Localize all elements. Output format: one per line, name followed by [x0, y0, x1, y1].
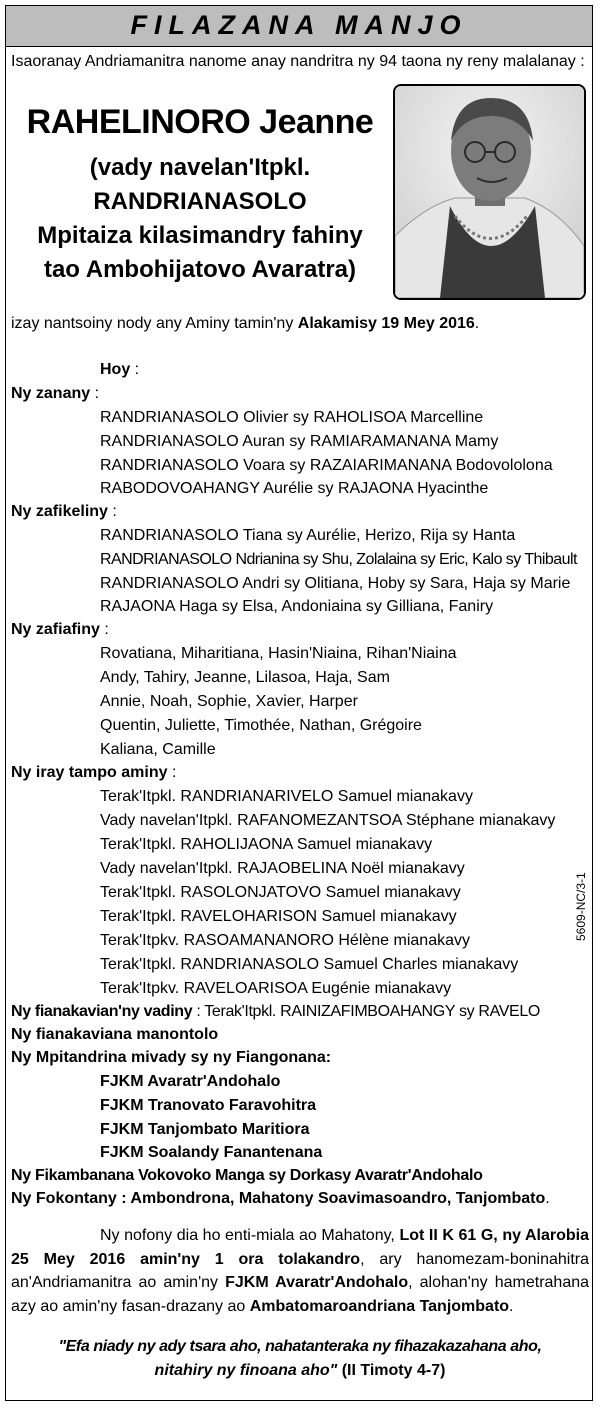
sibling-item: Vady navelan'Itpkl. RAFANOMEZANTSOA Stéphane mianakavy	[100, 812, 556, 829]
quote-line-1: "Efa niady ny ady tsara aho, nahatanteraka ny fihazakazahana aho,	[58, 1338, 542, 1355]
sibling-item: Terak'Itpkv. RAVELOARISOA Eugénie mianakavy	[100, 980, 452, 997]
sibling-item: Terak'Itpkl. RAHOLIJAONA Samuel mianakavy	[100, 836, 433, 853]
children-heading: Ny zanany :	[11, 385, 100, 402]
intro-text: Isaoranay Andriamanitra nanome anay nandritra ny 94 taona ny reny malalanay :	[11, 53, 585, 70]
siblings-heading: Ny iray tampo aminy :	[11, 764, 177, 781]
sibling-item: Terak'Itpkl. RASOLONJATOVO Samuel mianakavy	[100, 884, 461, 901]
fokontany-line: Ny Fokontany : Ambondrona, Mahatony Soavimasoandro, Tanjombato.	[11, 1190, 550, 1207]
grandchild-item: RANDRIANASOLO Ndrianina sy Shu, Zolalaina sy Eric, Kalo sy Thibault	[100, 551, 577, 568]
sibling-item: Vady navelan'Itpkl. RAJAOBELINA Noël mianakavy	[100, 860, 465, 877]
quote-line-2: nitahiry ny finoana aho" (II Timoty 4-7)	[154, 1362, 446, 1379]
portrait-image	[395, 86, 584, 298]
funeral-paragraph: Ny nofony dia ho enti-miala ao Mahatony, Lot II K 61 G, ny Alarobia 25 Mey 2016 amin'ny 1 ora tolakandro, ary hanomezam-boninahitra an'Andriamanitra ao amin'ny FJKM Avaratr'Andohalo, alohan'ny hametrahana azy ao amin'ny fasan-drazany ao Ambatomaroandriana Tanjombato.	[11, 1227, 590, 1315]
sibling-item: Terak'Itpkv. RASOAMANANORO Hélène mianakavy	[100, 932, 470, 949]
whole-family-line: Ny fianakaviana manontolo	[11, 1026, 219, 1043]
ad-code: 5609-NC/3-1	[574, 872, 588, 941]
great-grandchild-item: Andy, Tahiry, Jeanne, Lilasoa, Haja, Sam	[100, 669, 390, 686]
deceased-line-2: RANDRIANASOLO	[93, 188, 307, 215]
child-item: RANDRIANASOLO Voara sy RAZAIARIMANANA Bodovololona	[100, 457, 553, 474]
association-line: Ny Fikambanana Vokovoko Manga sy Dorkasy Avaratr'Andohalo	[11, 1167, 483, 1184]
hoy-label: Hoy :	[100, 361, 140, 378]
grandchild-item: RANDRIANASOLO Tiana sy Aurélie, Herizo, Rija sy Hanta	[100, 527, 516, 544]
great-grandchild-item: Rovatiana, Miharitiana, Hasin'Niaina, Rihan'Niaina	[100, 645, 457, 662]
deceased-line-4: tao Ambohijatovo Avaratra)	[43, 256, 357, 283]
church-item: FJKM Soalandy Fanantenana	[100, 1144, 323, 1161]
church-item: FJKM Tranovato Faravohitra	[100, 1097, 317, 1114]
deceased-line-1: (vady navelan'Itpkl.	[89, 154, 311, 181]
death-announcement: izay nantsoiny nody any Aminy tamin'ny Alakamisy 19 Mey 2016.	[11, 315, 480, 332]
grandchildren-heading: Ny zafikeliny :	[11, 503, 117, 520]
church-item: FJKM Tanjombato Maritiora	[100, 1121, 310, 1138]
funeral-address: Lot II K 61 G, ny Alarobia 25 Mey 2016 amin'ny 1 ora tolakandro	[11, 1227, 589, 1268]
obituary-notice	[5, 5, 593, 1401]
grandchild-item: RANDRIANASOLO Andri sy Olitiana, Hoby sy Sara, Haja sy Marie	[100, 575, 571, 592]
funeral-church: FJKM Avaratr'Andohalo	[225, 1274, 409, 1291]
child-item: RANDRIANASOLO Olivier sy RAHOLISOA Marcelline	[100, 409, 484, 426]
spouse-family-line: Ny fianakavian'ny vadiny : Terak'Itpkl. RAINIZAFIMBOAHANGY sy RAVELO	[11, 1003, 541, 1020]
death-date: Alakamisy 19 Mey 2016	[297, 315, 475, 332]
deceased-photo	[393, 84, 586, 300]
great-grandchild-item: Kaliana, Camille	[100, 741, 216, 758]
sibling-item: Terak'Itpkl. RANDRIANARIVELO Samuel mianakavy	[100, 788, 473, 805]
notice-title: FILAZANA MANJO	[130, 10, 468, 40]
deceased-line-3: Mpitaiza kilasimandry fahiny	[37, 222, 363, 249]
child-item: RABODOVOAHANGY Aurélie sy RAJAONA Hyacinthe	[100, 480, 489, 497]
child-item: RANDRIANASOLO Auran sy RAMIARAMANANA Mamy	[100, 433, 499, 450]
notice-header	[6, 6, 592, 47]
church-item: FJKM Avaratr'Andohalo	[100, 1073, 281, 1090]
quote-reference: (II Timoty 4-7)	[337, 1362, 446, 1379]
great-grandchild-item: Quentin, Juliette, Timothée, Nathan, Grégoire	[100, 717, 422, 734]
church-heading: Ny Mpitandrina mivady sy ny Fiangonana:	[11, 1049, 332, 1066]
grandchild-item: RAJAONA Haga sy Elsa, Andoniaina sy Gilliana, Faniry	[100, 598, 494, 615]
deceased-name: RAHELINORO Jeanne	[26, 103, 374, 141]
great-grandchildren-heading: Ny zafiafiny :	[11, 621, 109, 638]
great-grandchild-item: Annie, Noah, Sophie, Xavier, Harper	[100, 693, 358, 710]
sibling-item: Terak'Itpkl. RAVELOHARISON Samuel mianakavy	[100, 908, 457, 925]
sibling-item: Terak'Itpkl. RANDRIANASOLO Samuel Charles mianakavy	[100, 956, 519, 973]
funeral-tomb: Ambatomaroandriana Tanjombato	[249, 1297, 510, 1315]
